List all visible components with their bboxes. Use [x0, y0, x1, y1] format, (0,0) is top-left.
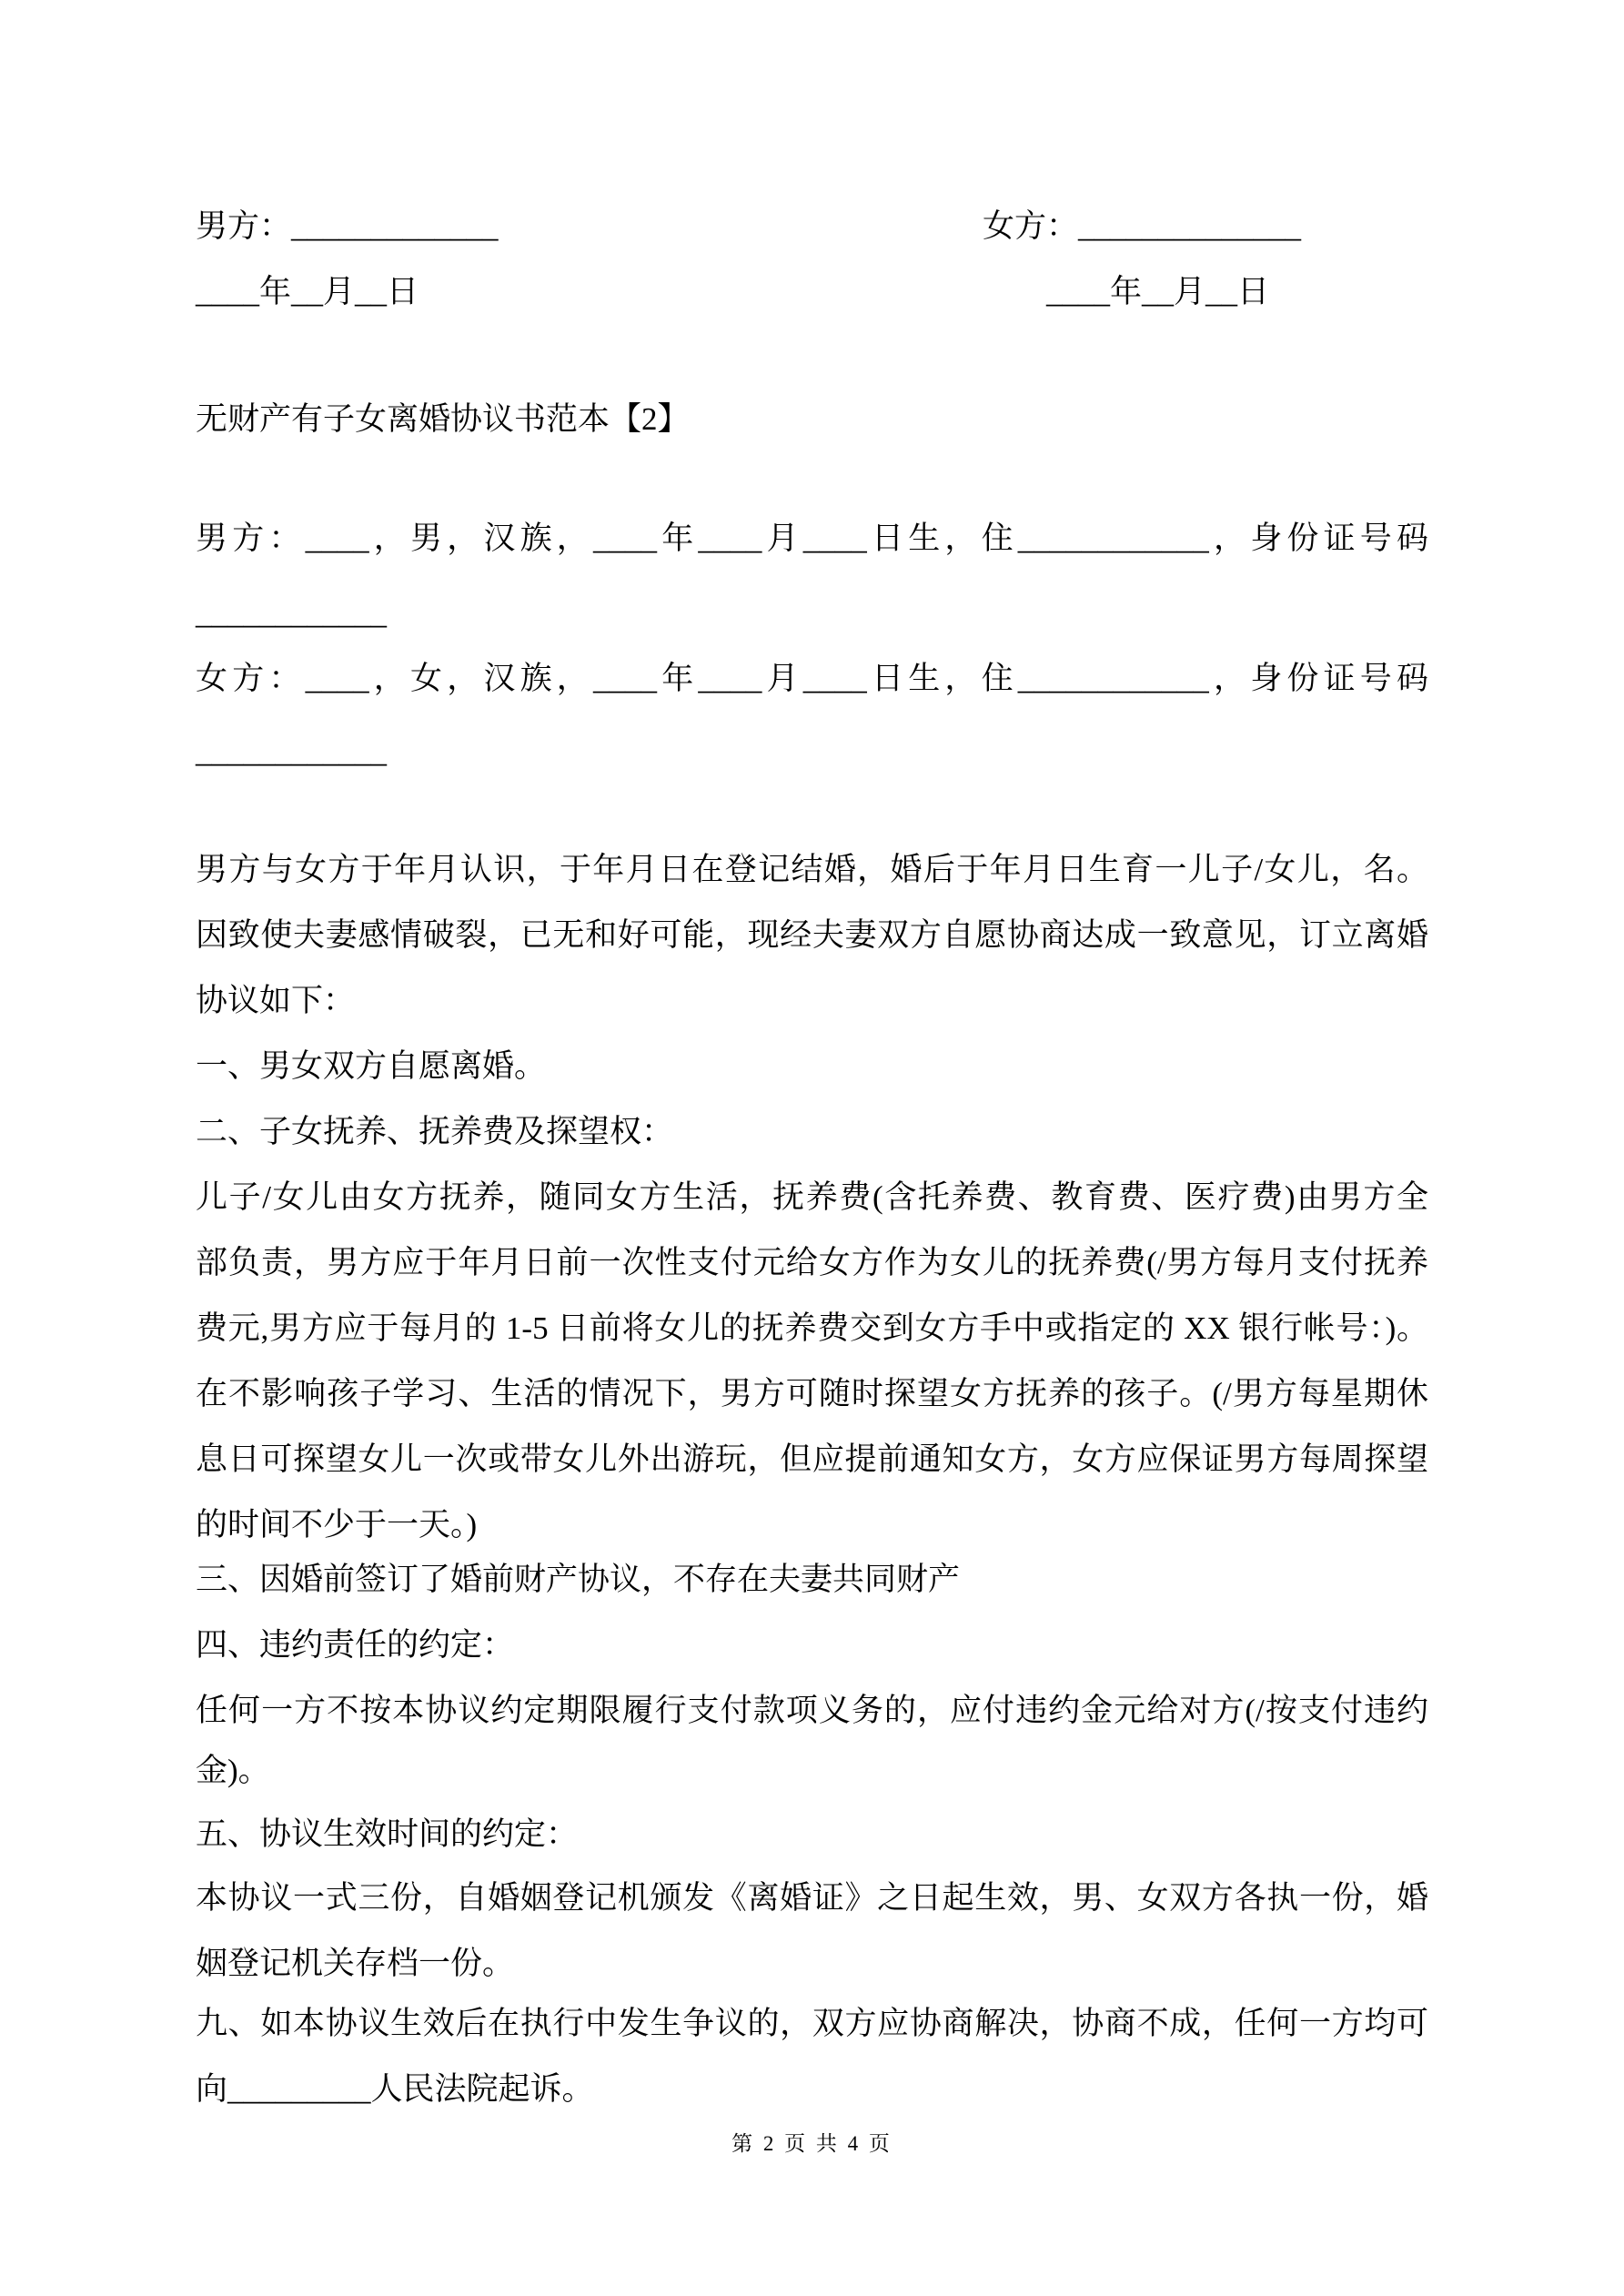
male-party-info-line: 男方：____，男，汉族，____年____月____日生，住____________，身份证号码 — [196, 521, 1428, 556]
body-line: 因致使夫妻感情破裂，已无和好可能，现经夫妻双方自愿协商达成一致意见，订立离婚 — [196, 917, 1428, 953]
body-line: 四、违约责任的约定： — [196, 1627, 515, 1663]
body-line: 金)。 — [196, 1753, 270, 1788]
male-signature-line: 男方：_____________ — [196, 208, 499, 244]
page-number-footer: 第 2 页 共 4 页 — [731, 2132, 893, 2155]
body-line: 五、协议生效时间的约定： — [196, 1816, 579, 1852]
male-id-blank-line: ____________ — [196, 595, 387, 631]
body-line: 一、男女双方自愿离婚。 — [196, 1048, 547, 1084]
body-line: 三、因婚前签订了婚前财产协议，不存在夫妻共同财产 — [196, 1562, 961, 1597]
body-line: 向_________人民法院起诉。 — [196, 2071, 594, 2107]
female-signature-line: 女方：______________ — [983, 208, 1302, 244]
female-party-info-line: 女方：____，女，汉族，____年____月____日生，住____________，身份证号码 — [196, 661, 1428, 696]
document-title: 无财产有子女离婚协议书范本【2】 — [196, 401, 690, 437]
body-line: 姻登记机关存档一份。 — [196, 1946, 515, 1981]
body-line: 的时间不少于一天。) — [196, 1507, 478, 1542]
body-line: 费元,男方应于每月的 1-5 日前将女儿的抚养费交到女方手中或指定的 XX 银行帐号：)。 — [196, 1310, 1428, 1346]
female-id-blank-line: ____________ — [196, 733, 387, 769]
body-line: 九、如本协议生效后在执行中发生争议的，双方应协商解决，协商不成，任何一方均可 — [196, 2006, 1428, 2041]
body-line: 任何一方不按本协议约定期限履行支付款项义务的，应付违约金元给对方(/按支付违约 — [196, 1693, 1428, 1728]
body-line: 协议如下： — [196, 983, 356, 1018]
male-signature-date-line: ____年__月__日 — [196, 274, 419, 309]
body-line: 二、子女抚养、抚养费及探望权： — [196, 1114, 674, 1149]
body-line: 本协议一式三份，自婚姻登记机颁发《离婚证》之日起生效，男、女双方各执一份，婚 — [196, 1880, 1428, 1916]
body-line: 部负责，男方应于年月日前一次性支付元给女方作为女儿的抚养费(/男方每月支付抚养 — [196, 1245, 1428, 1280]
body-line: 儿子/女儿由女方抚养，随同女方生活，抚养费(含托养费、教育费、医疗费)由男方全 — [196, 1179, 1428, 1215]
female-signature-date-line: ____年__月__日 — [1046, 274, 1270, 309]
body-line: 息日可探望女儿一次或带女儿外出游玩，但应提前通知女方，女方应保证男方每周探望 — [196, 1441, 1428, 1477]
body-line: 男方与女方于年月认识，于年月日在登记结婚，婚后于年月日生育一儿子/女儿，名。 — [196, 852, 1428, 887]
body-line: 在不影响孩子学习、生活的情况下，男方可随时探望女方抚养的孩子。(/男方每星期休 — [196, 1376, 1428, 1411]
